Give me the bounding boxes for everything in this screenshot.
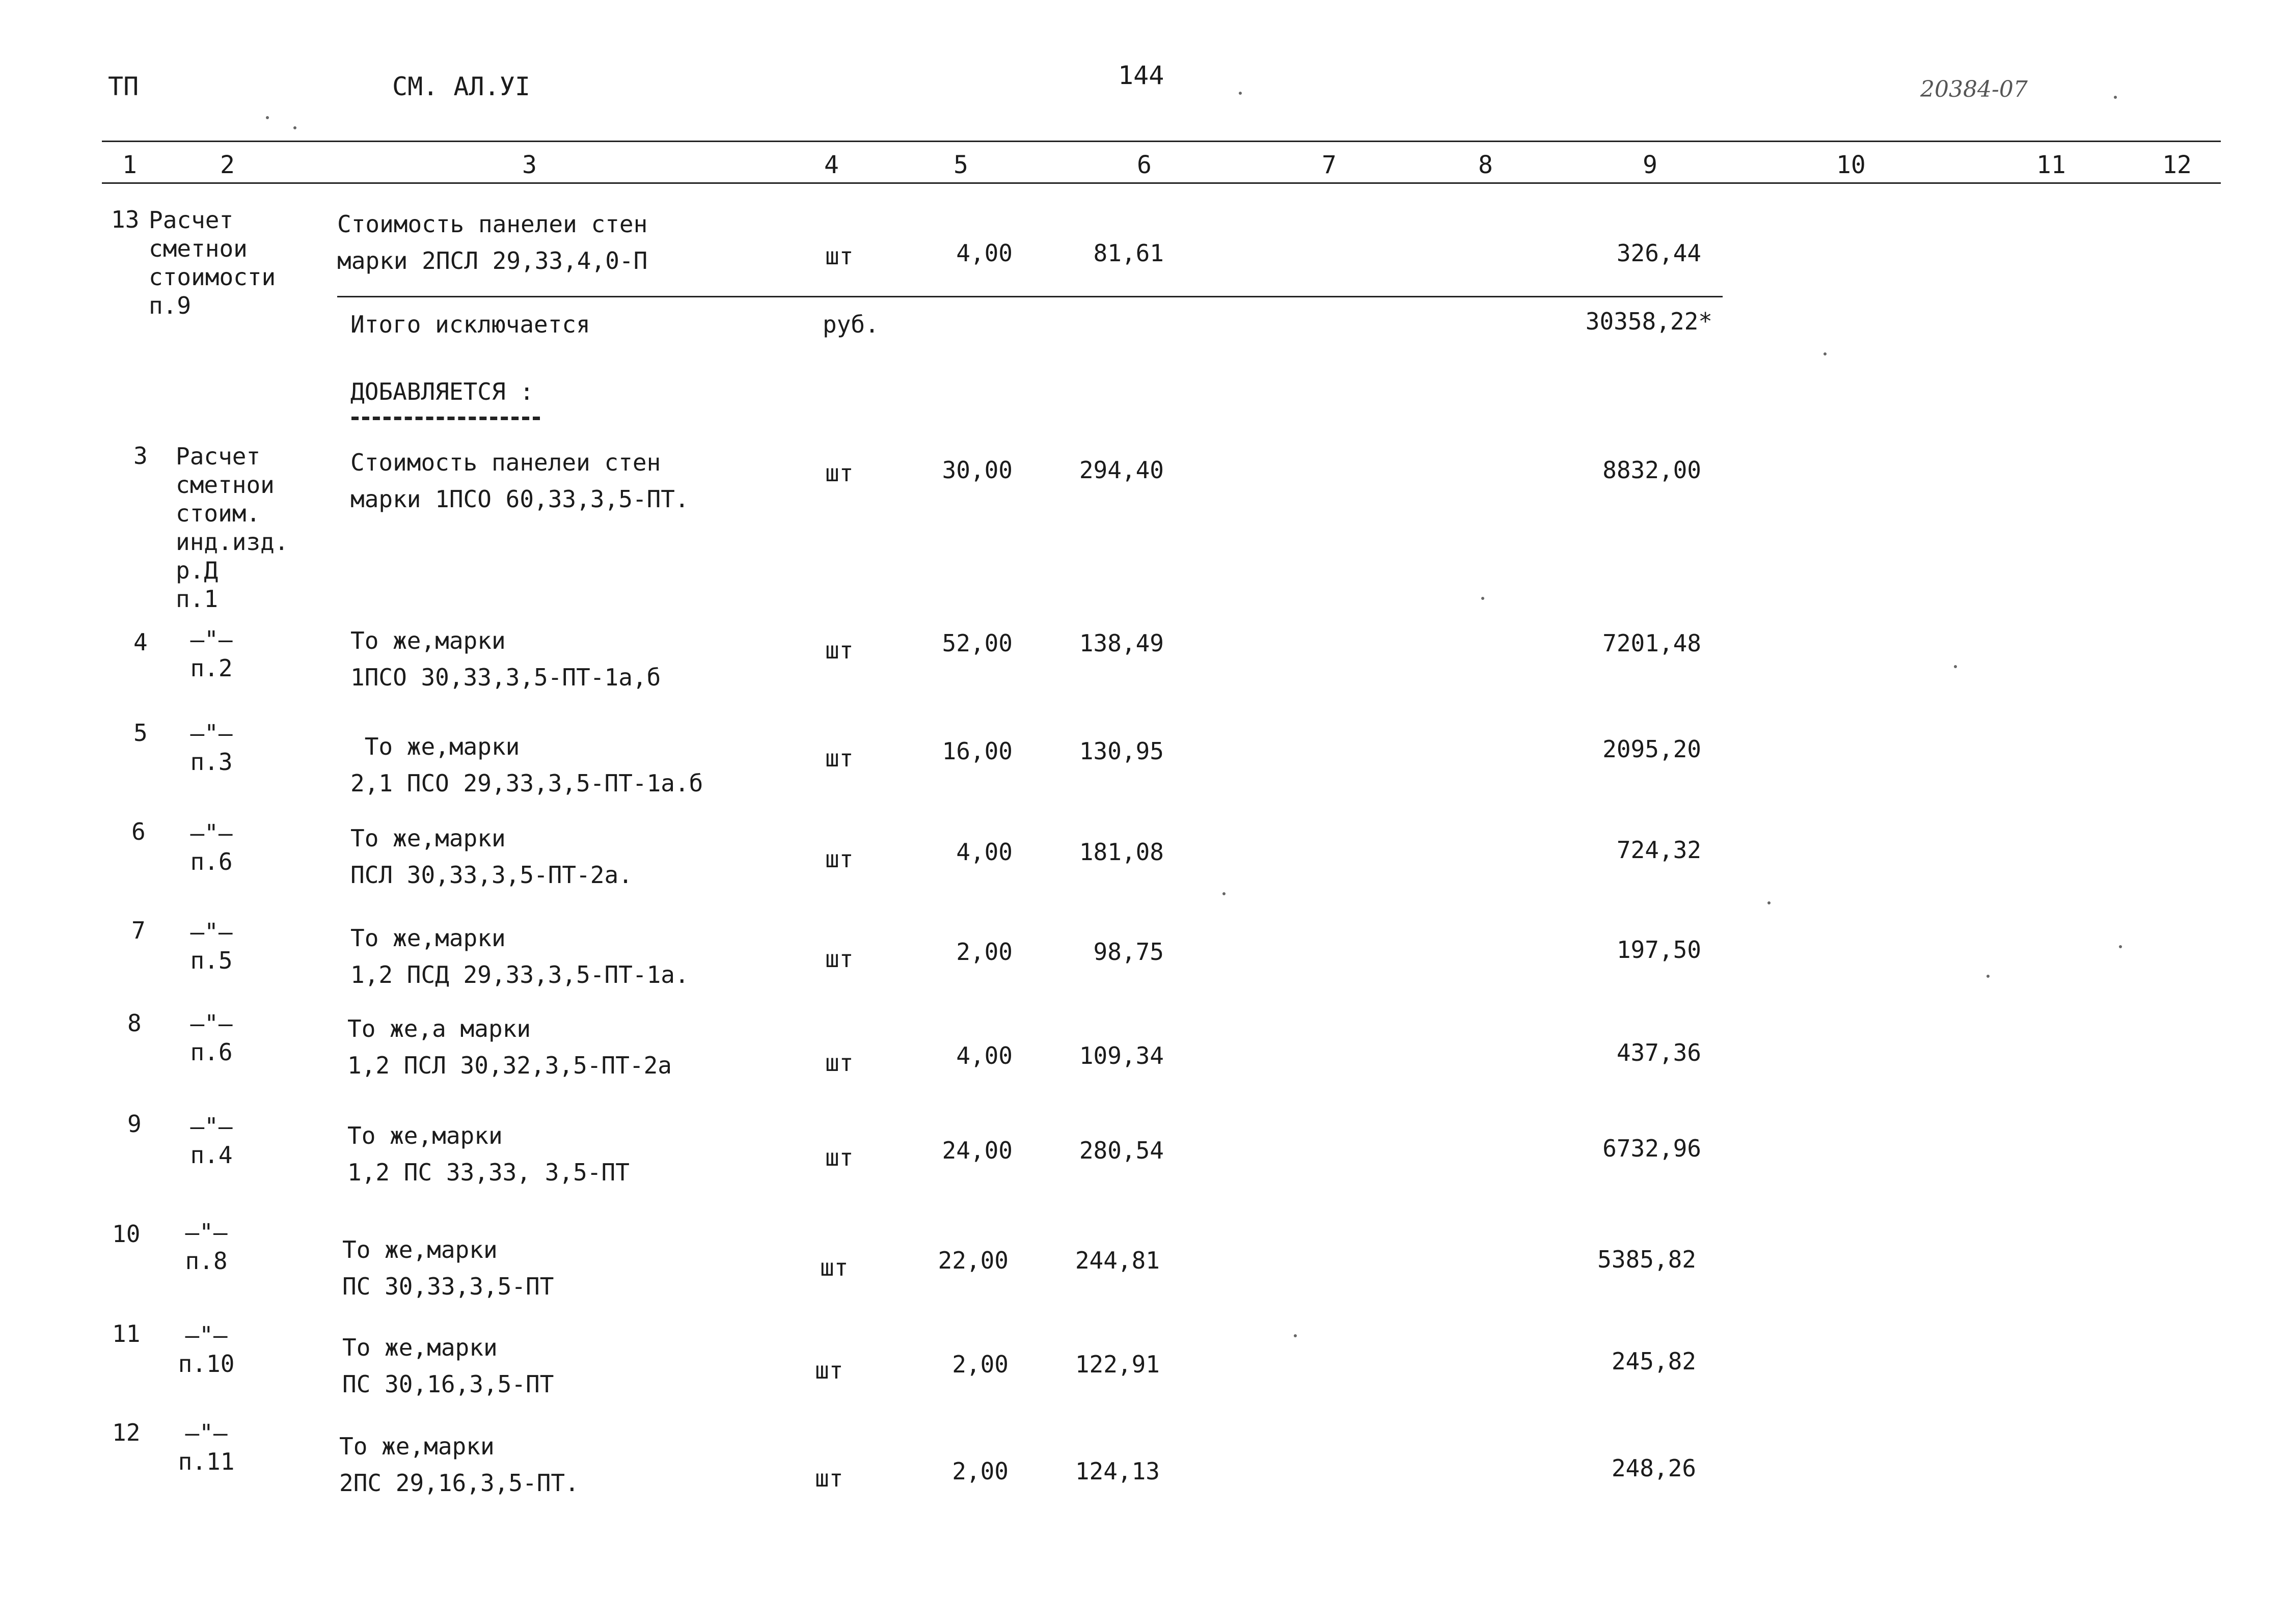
item-unit: шт [825, 637, 854, 664]
scan-speck [2119, 945, 2122, 948]
item-quantity: 22,00 [938, 1247, 1009, 1274]
item-total: 197,50 [1616, 936, 1701, 964]
scan-speck [293, 126, 296, 129]
item-total: 7201,48 [1602, 629, 1701, 657]
item-total: 437,36 [1616, 1039, 1701, 1066]
item-number: 11 [112, 1320, 141, 1347]
item-unit: шт [825, 242, 854, 270]
item-unit-price: 81,61 [1093, 239, 1164, 267]
reference-note: СМ. АЛ.УI [392, 72, 530, 101]
added-heading: ДОБАВЛЯЕТСЯ : [350, 378, 534, 405]
scan-speck [266, 116, 269, 119]
item-basis: —"— п.11 [178, 1419, 235, 1475]
item-total: 8832,00 [1602, 456, 1701, 484]
item-unit: шт [825, 845, 854, 873]
document-code: 20384-07 [1920, 76, 2028, 102]
subtotal-rule [337, 296, 1723, 297]
item-basis: Расчет сметнои стоим. инд.изд. р.Д п.1 [176, 443, 289, 613]
column-number: 2 [220, 151, 235, 179]
item-basis: —"— п.8 [185, 1219, 228, 1275]
item-unit-price: 294,40 [1079, 456, 1164, 484]
item-quantity: 4,00 [956, 838, 1013, 866]
item-total: 5385,82 [1597, 1246, 1696, 1273]
excluded-total-value: 30358,22* [1585, 308, 1712, 335]
item-unit-price: 181,08 [1079, 838, 1164, 866]
item-quantity: 4,00 [956, 1042, 1013, 1069]
item-unit: шт [815, 1357, 843, 1384]
added-heading-dashed-underline [351, 417, 540, 420]
scan-speck [1954, 665, 1957, 668]
item-unit: шт [825, 945, 854, 973]
item-basis: —"— п.2 [190, 626, 233, 682]
item-quantity: 30,00 [942, 456, 1013, 484]
column-number: 11 [2036, 151, 2066, 179]
scan-speck [1767, 901, 1771, 904]
item-unit: шт [825, 745, 854, 772]
item-number: 4 [133, 628, 148, 656]
column-number: 8 [1478, 151, 1493, 179]
column-number: 9 [1643, 151, 1657, 179]
item-unit: шт [820, 1254, 849, 1281]
item-number: 5 [133, 719, 148, 747]
sheet-mark: ТП [108, 72, 139, 101]
column-number: 6 [1137, 151, 1152, 179]
item-total: 245,82 [1611, 1347, 1696, 1375]
item-number: 12 [112, 1419, 141, 1446]
item-total: 248,26 [1611, 1454, 1696, 1482]
item-unit: шт [825, 1144, 854, 1171]
item-basis: —"— п.6 [190, 1010, 233, 1066]
item-basis: Расчет сметнои стоимости п.9 [149, 206, 276, 319]
item-total: 724,32 [1616, 836, 1701, 864]
item-unit-price: 109,34 [1079, 1042, 1164, 1069]
item-number: 10 [112, 1220, 141, 1248]
item-basis: —"— п.5 [190, 918, 233, 974]
item-number: 3 [133, 442, 148, 470]
item-unit-price: 122,91 [1075, 1351, 1160, 1378]
item-number: 7 [131, 917, 146, 944]
item-unit-price: 124,13 [1075, 1457, 1160, 1485]
item-unit-price: 280,54 [1079, 1137, 1164, 1164]
scan-speck [1294, 1334, 1297, 1337]
header-top-rule [102, 141, 2221, 142]
item-name: Стоимость панелеи стен марки 1ПСО 60,33,3,5-ПТ. [350, 449, 689, 513]
scan-speck [1239, 92, 1242, 95]
item-quantity: 2,00 [952, 1351, 1009, 1378]
item-quantity: 2,00 [952, 1457, 1009, 1485]
item-quantity: 4,00 [956, 239, 1013, 267]
column-number: 1 [122, 151, 137, 179]
item-name: То же,а марки 1,2 ПСЛ 30,32,3,5-ПТ-2а [347, 1015, 672, 1079]
item-name: То же,марки 2ПС 29,16,3,5-ПТ. [339, 1433, 579, 1497]
item-quantity: 52,00 [942, 629, 1013, 657]
item-unit-price: 244,81 [1075, 1247, 1160, 1274]
item-name: То же,марки ПС 30,16,3,5-ПТ [342, 1334, 554, 1398]
item-basis: —"— п.4 [190, 1113, 233, 1169]
column-number: 12 [2162, 151, 2192, 179]
item-name: То же,марки ПСЛ 30,33,3,5-ПТ-2а. [350, 824, 633, 889]
item-number: 9 [127, 1110, 142, 1138]
page-number: 144 [1118, 61, 1164, 90]
item-name: То же,марки 1ПСО 30,33,3,5-ПТ-1а,б [350, 627, 661, 691]
header-bottom-rule [102, 182, 2221, 184]
item-basis: —"— п.3 [190, 720, 233, 776]
column-number: 5 [954, 151, 968, 179]
column-number: 3 [522, 151, 537, 179]
scan-speck [1986, 975, 1990, 978]
item-basis: —"— п.10 [178, 1322, 235, 1378]
scan-speck [1481, 597, 1484, 600]
item-quantity: 16,00 [942, 737, 1013, 765]
column-number: 10 [1836, 151, 1866, 179]
scan-speck [1824, 352, 1827, 355]
item-number: 6 [131, 818, 146, 845]
item-unit-price: 98,75 [1093, 938, 1164, 966]
item-unit: шт [825, 459, 854, 487]
scan-speck [2114, 96, 2117, 99]
item-quantity: 2,00 [956, 938, 1013, 966]
excluded-total-unit: руб. [823, 311, 879, 338]
item-name: То же,марки 1,2 ПСД 29,33,3,5-ПТ-1а. [350, 924, 689, 988]
item-unit-price: 130,95 [1079, 737, 1164, 765]
item-unit-price: 138,49 [1079, 629, 1164, 657]
item-name: То же,марки 1,2 ПС 33,33, 3,5-ПТ [347, 1122, 630, 1186]
item-unit: шт [815, 1465, 843, 1492]
item-name: То же,марки ПС 30,33,3,5-ПТ [342, 1236, 554, 1300]
item-number: 8 [127, 1009, 142, 1037]
scan-speck [1222, 892, 1226, 895]
column-number: 7 [1322, 151, 1337, 179]
item-name: То же,марки 2,1 ПСО 29,33,3,5-ПТ-1а.б [350, 733, 703, 797]
column-number: 4 [824, 151, 839, 179]
item-unit: шт [825, 1049, 854, 1077]
item-quantity: 24,00 [942, 1137, 1013, 1164]
item-total: 326,44 [1616, 239, 1701, 267]
item-basis: —"— п.6 [190, 819, 233, 875]
item-total: 2095,20 [1602, 735, 1701, 763]
item-total: 6732,96 [1602, 1135, 1701, 1162]
excluded-total-label: Итого исключается [350, 311, 590, 338]
item-name: Стоимость панелеи стен марки 2ПСЛ 29,33,4,0-П [337, 210, 648, 274]
item-number: 13 [111, 206, 140, 233]
